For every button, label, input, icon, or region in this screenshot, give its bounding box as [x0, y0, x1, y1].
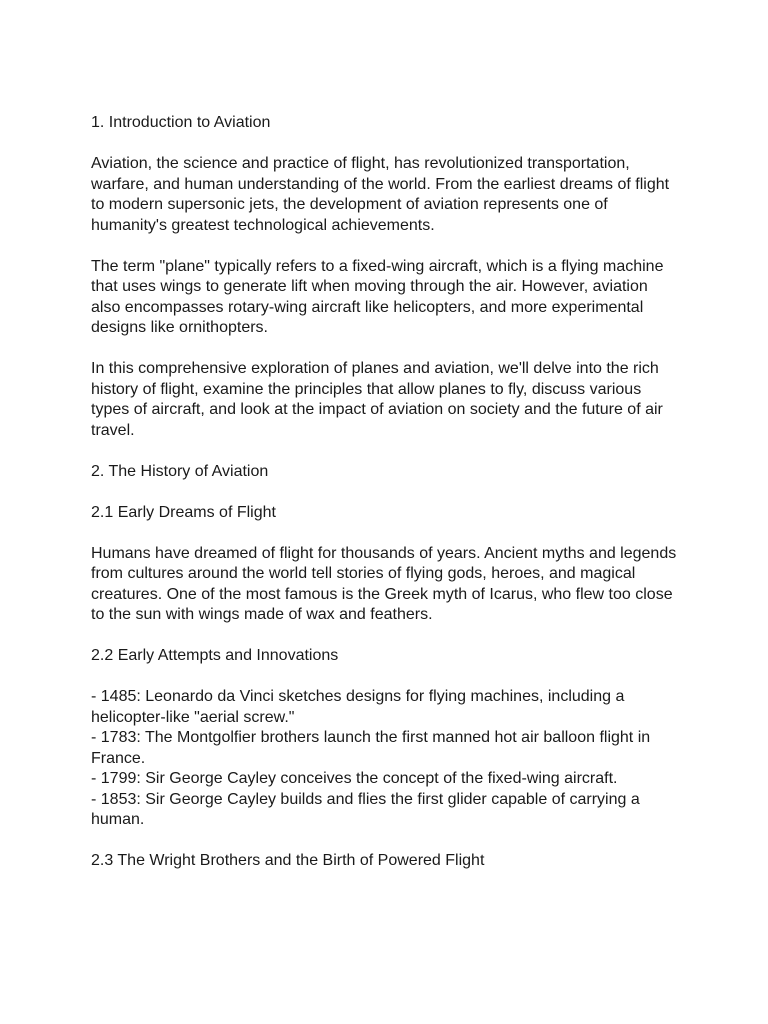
timeline-item-1853: - 1853: Sir George Cayley builds and flies the first glider capable of carrying a human.: [91, 790, 640, 828]
paragraph-intro-1: Aviation, the science and practice of flight, has revolutionized transportation, warfare, and human understanding of the world. From the earliest dreams of flight to modern supersonic jets, the development of aviation represents one of humanity's greatest technological achievements.: [91, 155, 670, 234]
timeline-list: [91, 687, 681, 831]
timeline-item-1799: - 1799: Sir George Cayley conceives the concept of the fixed-wing aircraft.: [91, 770, 618, 787]
timeline-item-1783: - 1783: The Montgolfier brothers launch the first manned hot air balloon flight in France.: [91, 729, 651, 767]
section-heading-history: 2. The History of Aviation: [91, 462, 269, 480]
subsection-heading-wright-brothers: 2.3 The Wright Brothers and the Birth of Powered Flight: [91, 852, 485, 869]
section-heading-introduction: 1. Introduction to Aviation: [91, 114, 271, 131]
timeline-item-1485: - 1485: Leonardo da Vinci sketches designs for flying machines, including a helicopter-like "aerial screw.": [91, 688, 625, 726]
paragraph-intro-2: The term "plane" typically refers to a fixed-wing aircraft, which is a flying machine that uses wings to generate lift when moving through the air. However, aviation also encompasses rotary-wing aircraft like helicopters, and more experimental designs like ornithopters.: [91, 257, 664, 336]
subsection-heading-early-dreams: 2.1 Early Dreams of Flight: [91, 503, 276, 521]
document-page: [91, 113, 681, 892]
paragraph-early-dreams: Humans have dreamed of flight for thousands of years. Ancient myths and legends from cultures around the world tell stories of flying gods, heroes, and magical creatures. One of the most famous is the Greek myth of Icarus, who flew too close to the sun with wings made of wax and feathers.: [91, 544, 677, 623]
paragraph-intro-3: In this comprehensive exploration of planes and aviation, we'll delve into the rich history of flight, examine the principles that allow planes to fly, discuss various types of aircraft, and look at the impact of aviation on society and the future of air travel.: [91, 360, 663, 439]
subsection-heading-early-attempts: 2.2 Early Attempts and Innovations: [91, 647, 339, 664]
